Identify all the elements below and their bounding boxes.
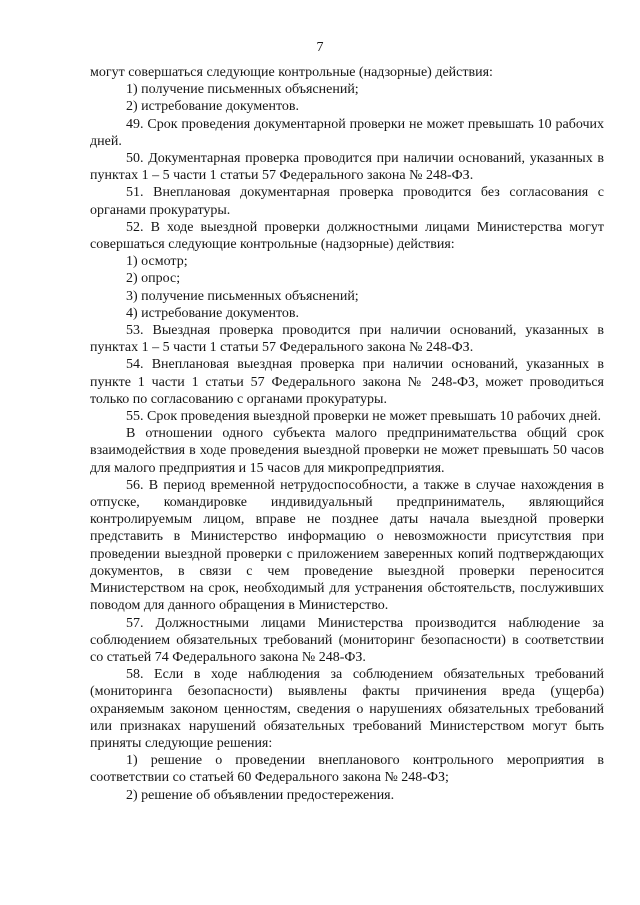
clause-54: 54. Внеплановая выездная проверка при наличии оснований, указанных в пункте 1 части 1 статьи 57 Федерального закона № 248-ФЗ, может проводиться только по согласованию с органами прокуратуры. (90, 357, 604, 407)
list-item: 4) истребование документов. (126, 305, 299, 321)
list-item: 2) решение об объявлении предостережения. (126, 787, 395, 803)
list-item: 3) получение письменных объяснений; (126, 288, 359, 304)
clause-56: 56. В период временной нетрудоспособности, а также в случае нахождения в отпуске, командировке индивидуальный предприниматель, являющийся контролируемым лицом, вправе не позднее даты начала выездной проверки представить в Министерство информацию о невозможности присутствия при проведении выездной проверки с приложением заверенных копий подтверждающих документов, в связи с чем проведение выездной проверки переносится Министерством на срок, необходимый для устранения обстоятельств, послуживших поводом для данного обращения в Министерство. (90, 477, 604, 614)
clause-57: 57. Должностными лицами Министерства производится наблюдение за соблюдением обязательных требований (мониторинг безопасности) в соответствии со статьей 74 Федерального закона № 248-ФЗ. (90, 615, 604, 665)
list-item: 2) истребование документов. (126, 99, 299, 115)
clause-52: 52. В ходе выездной проверки должностными лицами Министерства могут совершаться следующие контрольные (надзорные) действия: (90, 219, 604, 253)
list-item: 1) осмотр; (126, 254, 188, 270)
paragraph-continuation: могут совершаться следующие контрольные (надзорные) действия: (90, 65, 493, 80)
clause-53: 53. Выездная проверка проводится при наличии оснований, указанных в пунктах 1 – 5 части 1 статьи 57 Федерального закона № 248-ФЗ. (90, 323, 604, 356)
clause-55: 55. Срок проведения выездной проверки не может превышать 10 рабочих дней. (126, 409, 601, 425)
body-text (90, 64, 604, 804)
clause-51: 51. Внеплановая документарная проверка проводится без согласования с органами прокуратуры. (90, 185, 604, 218)
clause-49: 49. Срок проведения документарной проверки не может превышать 10 рабочих дней. (90, 116, 604, 149)
clause-55-continuation: В отношении одного субъекта малого предпринимательства общий срок взаимодействия в ходе проведения выездной проверки не может превышать 50 часов для малого предприятия и 15 часов для микропредприятия. (90, 426, 604, 476)
clause-50: 50. Документарная проверка проводится при наличии оснований, указанных в пунктах 1 – 5 части 1 статьи 57 Федерального закона № 248-ФЗ. (90, 151, 604, 184)
clause-58: 58. Если в ходе наблюдения за соблюдением обязательных требований (мониторинга безопасности) выявлены факты причинения вреда (ущерба) охраняемым законом ценностям, сведения о нарушениях обязательных требований или признаках нарушений обязательных требований Министерством могут быть приняты следующие решения: (90, 667, 604, 751)
list-item: 1) решение о проведении внепланового контрольного мероприятия в соответствии со статьей 60 Федерального закона № 248-ФЗ; (90, 753, 604, 786)
list-item: 2) опрос; (126, 271, 181, 287)
page-number: 7 (316, 40, 324, 55)
list-item: 1) получение письменных объяснений; (126, 82, 359, 98)
